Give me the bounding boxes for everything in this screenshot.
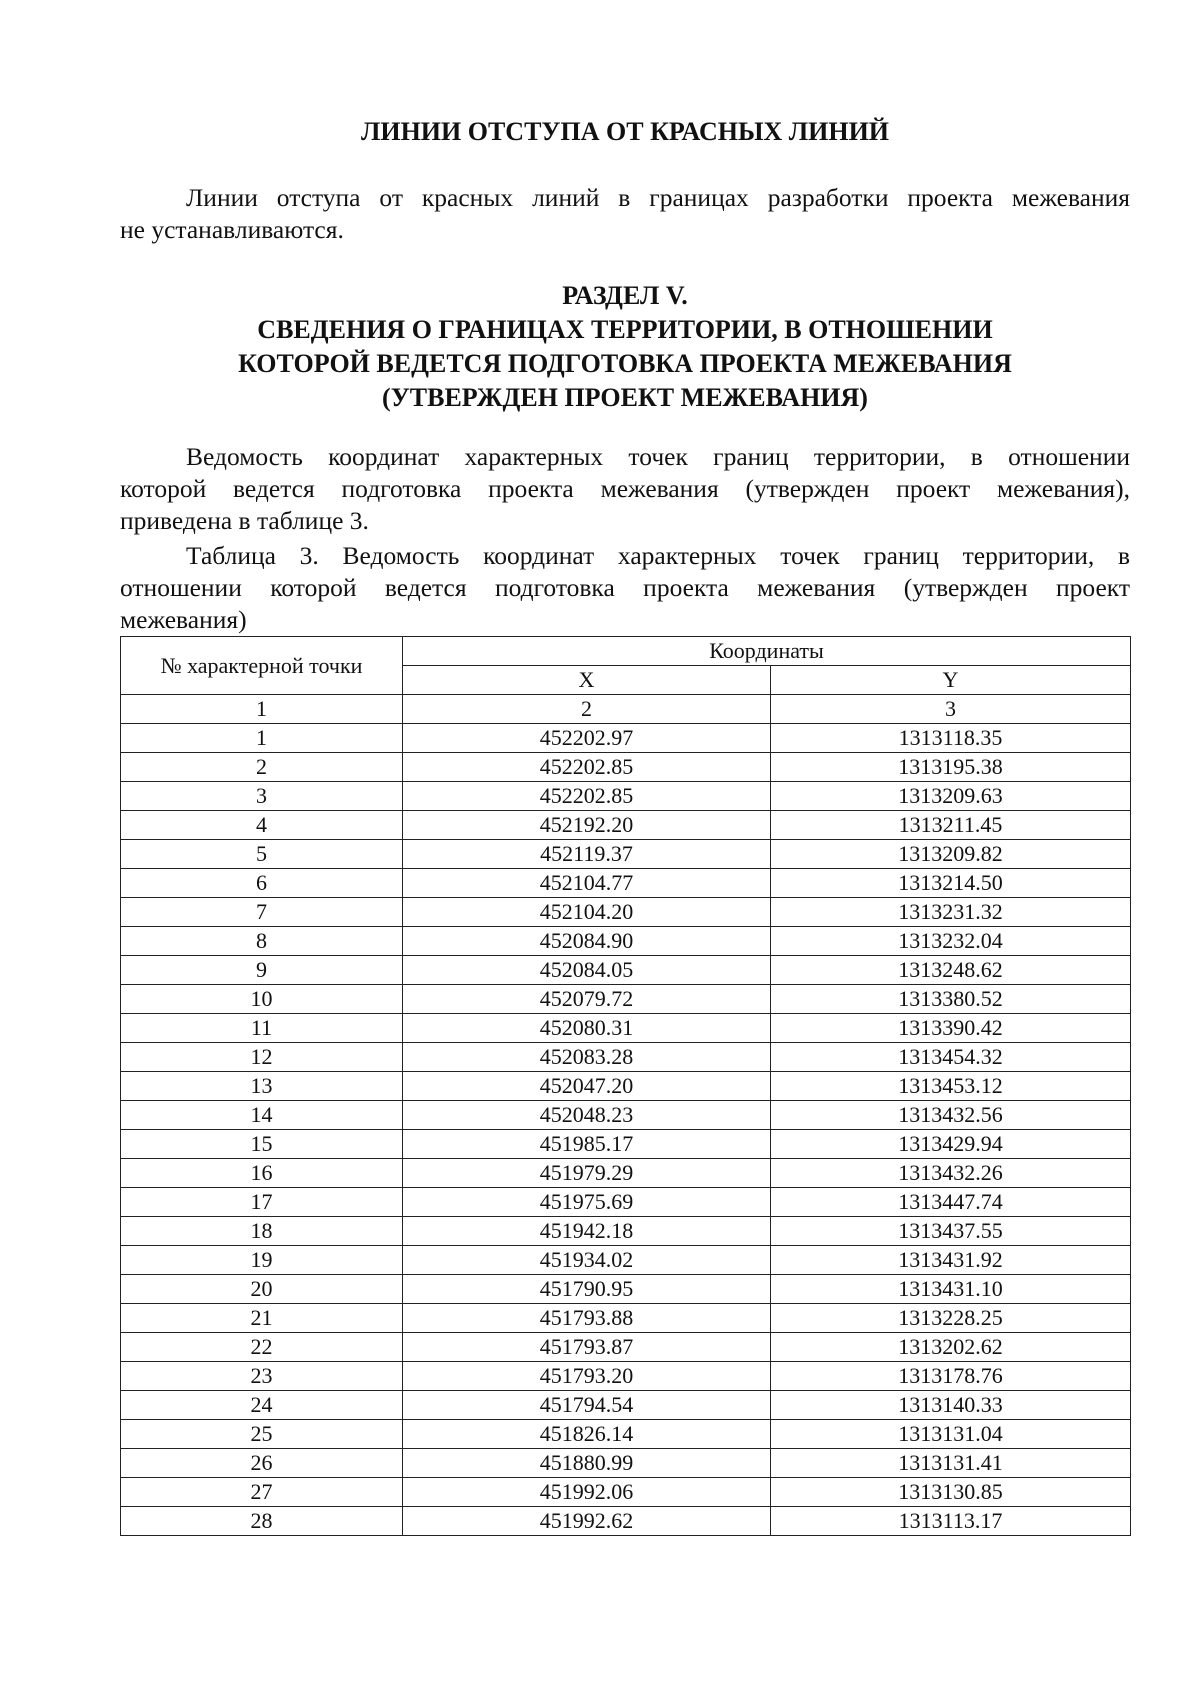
- header-coordinates: Координаты: [403, 637, 1131, 666]
- table-row: [121, 1072, 1131, 1101]
- point-number-cell: 2: [121, 753, 403, 782]
- table-row: [121, 1333, 1131, 1362]
- table-caption: [120, 540, 1130, 636]
- y-coordinate-cell: 1313209.82: [771, 840, 1131, 869]
- y-coordinate-cell: 1313113.17: [771, 1507, 1131, 1536]
- table-row: [121, 927, 1131, 956]
- x-coordinate-cell: 451942.18: [403, 1217, 771, 1246]
- point-number-cell: 17: [121, 1188, 403, 1217]
- x-coordinate-cell: 452048.23: [403, 1101, 771, 1130]
- point-number-cell: 5: [121, 840, 403, 869]
- x-coordinate-cell: 451992.06: [403, 1478, 771, 1507]
- paragraph-line: Ведомость координат характерных точек границ территории, в отношении: [186, 442, 1130, 471]
- caption-line: отношении которой ведется подготовка проекта межевания (утвержден проект: [120, 573, 1130, 602]
- point-number-cell: 8: [121, 927, 403, 956]
- y-coordinate-cell: 1313454.32: [771, 1043, 1131, 1072]
- caption-line: межевания): [120, 605, 247, 634]
- point-number-cell: 25: [121, 1420, 403, 1449]
- point-number-cell: 4: [121, 811, 403, 840]
- point-number-cell: 1: [121, 724, 403, 753]
- table-row: [121, 840, 1131, 869]
- header-point-number: № характерной точки: [121, 637, 403, 695]
- x-coordinate-cell: 452202.85: [403, 782, 771, 811]
- x-coordinate-cell: 452104.77: [403, 869, 771, 898]
- y-coordinate-cell: 1313431.10: [771, 1275, 1131, 1304]
- y-coordinate-cell: 1313231.32: [771, 898, 1131, 927]
- column-number: 1: [121, 695, 403, 724]
- table-row: [121, 1101, 1131, 1130]
- column-number: 3: [771, 695, 1131, 724]
- section-title-line: (УТВЕРЖДЕН ПРОЕКТ МЕЖЕВАНИЯ): [382, 383, 868, 412]
- point-number-cell: 11: [121, 1014, 403, 1043]
- x-coordinate-cell: 451826.14: [403, 1420, 771, 1449]
- y-coordinate-cell: 1313130.85: [771, 1478, 1131, 1507]
- y-coordinate-cell: 1313140.33: [771, 1391, 1131, 1420]
- y-coordinate-cell: 1313429.94: [771, 1130, 1131, 1159]
- section-title-line: КОТОРОЙ ВЕДЕТСЯ ПОДГОТОВКА ПРОЕКТА МЕЖЕВАНИЯ: [238, 349, 1012, 378]
- table-header-row: [121, 637, 1131, 666]
- table-row: [121, 1014, 1131, 1043]
- point-number-cell: 23: [121, 1362, 403, 1391]
- table-row: [121, 1188, 1131, 1217]
- heading-indent-lines: ЛИНИИ ОТСТУПА ОТ КРАСНЫХ ЛИНИЙ: [360, 117, 890, 146]
- y-coordinate-cell: 1313214.50: [771, 869, 1131, 898]
- paragraph-line: приведена в таблице 3.: [120, 506, 369, 535]
- x-coordinate-cell: 451985.17: [403, 1130, 771, 1159]
- point-number-cell: 22: [121, 1333, 403, 1362]
- table-row: [121, 869, 1131, 898]
- paragraph-statement: [120, 441, 1130, 537]
- point-number-cell: 12: [121, 1043, 403, 1072]
- x-coordinate-cell: 451975.69: [403, 1188, 771, 1217]
- y-coordinate-cell: 1313390.42: [771, 1014, 1131, 1043]
- table-row: [121, 811, 1131, 840]
- y-coordinate-cell: 1313432.26: [771, 1159, 1131, 1188]
- table-row: [121, 1420, 1131, 1449]
- y-coordinate-cell: 1313131.04: [771, 1420, 1131, 1449]
- x-coordinate-cell: 452119.37: [403, 840, 771, 869]
- x-coordinate-cell: 452104.20: [403, 898, 771, 927]
- section-heading: [120, 279, 1130, 415]
- point-number-cell: 16: [121, 1159, 403, 1188]
- y-coordinate-cell: 1313202.62: [771, 1333, 1131, 1362]
- point-number-cell: 24: [121, 1391, 403, 1420]
- table-numbering-row: [121, 695, 1131, 724]
- point-number-cell: 9: [121, 956, 403, 985]
- table-row: [121, 1449, 1131, 1478]
- y-coordinate-cell: 1313209.63: [771, 782, 1131, 811]
- x-coordinate-cell: 451992.62: [403, 1507, 771, 1536]
- x-coordinate-cell: 451979.29: [403, 1159, 771, 1188]
- x-coordinate-cell: 451794.54: [403, 1391, 771, 1420]
- x-coordinate-cell: 452084.90: [403, 927, 771, 956]
- table-row: [121, 898, 1131, 927]
- table-row: [121, 956, 1131, 985]
- header-x: X: [403, 666, 771, 695]
- x-coordinate-cell: 452084.05: [403, 956, 771, 985]
- table-row: [121, 1159, 1131, 1188]
- point-number-cell: 7: [121, 898, 403, 927]
- x-coordinate-cell: 452202.97: [403, 724, 771, 753]
- table-row: [121, 724, 1131, 753]
- x-coordinate-cell: 451880.99: [403, 1449, 771, 1478]
- table-row: [121, 782, 1131, 811]
- table-row: [121, 1304, 1131, 1333]
- table-row: [121, 1362, 1131, 1391]
- y-coordinate-cell: 1313195.38: [771, 753, 1131, 782]
- table-body: [121, 724, 1131, 1536]
- y-coordinate-cell: 1313131.41: [771, 1449, 1131, 1478]
- y-coordinate-cell: 1313432.56: [771, 1101, 1131, 1130]
- table-row: [121, 1217, 1131, 1246]
- table-row: [121, 1130, 1131, 1159]
- table-row: [121, 753, 1131, 782]
- y-coordinate-cell: 1313211.45: [771, 811, 1131, 840]
- x-coordinate-cell: 452192.20: [403, 811, 771, 840]
- y-coordinate-cell: 1313431.92: [771, 1246, 1131, 1275]
- paragraph-line: которой ведется подготовка проекта межевания (утвержден проект межевания),: [120, 474, 1130, 503]
- paragraph-line: Линии отступа от красных линий в границах разработки проекта межевания: [186, 183, 1130, 212]
- x-coordinate-cell: 452080.31: [403, 1014, 771, 1043]
- y-coordinate-cell: 1313232.04: [771, 927, 1131, 956]
- point-number-cell: 13: [121, 1072, 403, 1101]
- paragraph-line: не устанавливаются.: [120, 215, 344, 244]
- point-number-cell: 28: [121, 1507, 403, 1536]
- point-number-cell: 3: [121, 782, 403, 811]
- x-coordinate-cell: 452083.28: [403, 1043, 771, 1072]
- table-row: [121, 1246, 1131, 1275]
- table-row: [121, 985, 1131, 1014]
- y-coordinate-cell: 1313453.12: [771, 1072, 1131, 1101]
- x-coordinate-cell: 451934.02: [403, 1246, 771, 1275]
- table-row: [121, 1478, 1131, 1507]
- point-number-cell: 20: [121, 1275, 403, 1304]
- point-number-cell: 14: [121, 1101, 403, 1130]
- paragraph-indent-lines: [120, 182, 1130, 246]
- y-coordinate-cell: 1313228.25: [771, 1304, 1131, 1333]
- y-coordinate-cell: 1313437.55: [771, 1217, 1131, 1246]
- point-number-cell: 19: [121, 1246, 403, 1275]
- point-number-cell: 15: [121, 1130, 403, 1159]
- table-row: [121, 1043, 1131, 1072]
- point-number-cell: 27: [121, 1478, 403, 1507]
- column-number: 2: [403, 695, 771, 724]
- point-number-cell: 10: [121, 985, 403, 1014]
- x-coordinate-cell: 452202.85: [403, 753, 771, 782]
- caption-line: Таблица 3. Ведомость координат характерных точек границ территории, в: [186, 541, 1130, 570]
- header-y: Y: [771, 666, 1131, 695]
- y-coordinate-cell: 1313447.74: [771, 1188, 1131, 1217]
- section-title-line: СВЕДЕНИЯ О ГРАНИЦАХ ТЕРРИТОРИИ, В ОТНОШЕНИИ: [257, 315, 993, 344]
- table-row: [121, 1507, 1131, 1536]
- point-number-cell: 18: [121, 1217, 403, 1246]
- y-coordinate-cell: 1313248.62: [771, 956, 1131, 985]
- point-number-cell: 26: [121, 1449, 403, 1478]
- x-coordinate-cell: 451793.87: [403, 1333, 771, 1362]
- table-row: [121, 1275, 1131, 1304]
- coordinates-table: [120, 636, 1131, 1536]
- y-coordinate-cell: 1313380.52: [771, 985, 1131, 1014]
- x-coordinate-cell: 451790.95: [403, 1275, 771, 1304]
- y-coordinate-cell: 1313178.76: [771, 1362, 1131, 1391]
- x-coordinate-cell: 451793.88: [403, 1304, 771, 1333]
- table-row: [121, 1391, 1131, 1420]
- point-number-cell: 21: [121, 1304, 403, 1333]
- x-coordinate-cell: 451793.20: [403, 1362, 771, 1391]
- x-coordinate-cell: 452079.72: [403, 985, 771, 1014]
- y-coordinate-cell: 1313118.35: [771, 724, 1131, 753]
- x-coordinate-cell: 452047.20: [403, 1072, 771, 1101]
- section-number: РАЗДЕЛ V.: [562, 281, 688, 310]
- point-number-cell: 6: [121, 869, 403, 898]
